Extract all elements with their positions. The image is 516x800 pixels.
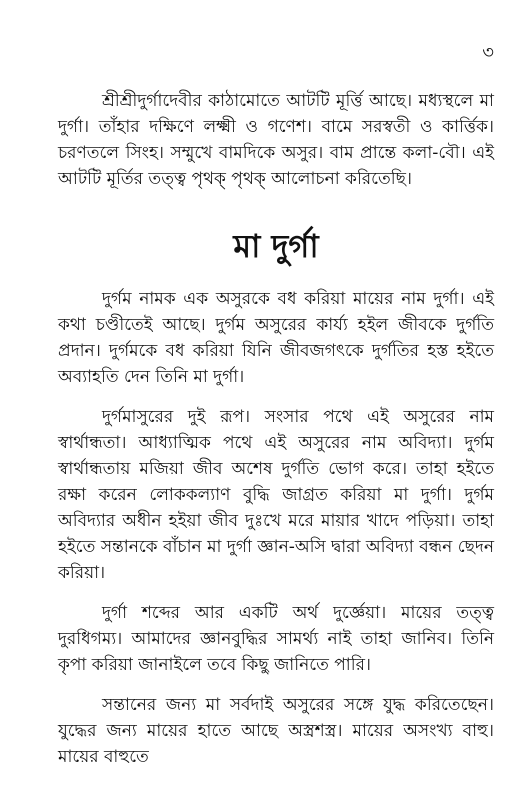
body-paragraph-4: সন্তানের জন্য মা সর্বদাই অসুরের সঙ্গে যুদ্ধ করিতেছেন। যুদ্ধের জন্য মায়ের হাতে আছে অস্ত্রশস্ত্র। মায়ের অসংখ্য বাহু। মায়ের বাহুতে [58, 695, 494, 767]
body-paragraph-3: দুর্গা শব্দের আর একটি অর্থ দুর্জ্ঞেয়া। মায়ের তত্ত্ব দুরধিগম্য। আমাদের জ্ঞানবুদ্ধির সামর্থ্য নাই তাহা জানিব। তিনি কৃপা করিয়া জানাইলে তবে কিছু জানিতে পারি। [58, 603, 494, 675]
body-paragraph-2: দুর্গমাসুরের দুই রূপ। সংসার পথে এই অসুরের নাম স্বার্থান্ধতা। আধ্যাত্মিক পথে এই অসুরের নাম অবিদ্যা। দুর্গম স্বার্থান্ধতায় মজিয়া জীব অশেষ দুর্গতি ভোগ করে। তাহা হইতে রক্ষা করেন লোককল্যাণ বুদ্ধি জাগ্রত করিয়া মা দুর্গা। দুর্গম অবিদ্যার অধীন হইয়া জীব দুঃখে মরে মায়ার খাদে পড়িয়া। তাহা হইতে সন্তানকে বাঁচান মা দুর্গা জ্ঞান-অসি দ্বারা অবিদ্যা বন্ধন ছেদন করিয়া। [58, 407, 494, 583]
body-paragraph-1: দুর্গম নামক এক অসুরকে বধ করিয়া মায়ের নাম দুর্গা। এই কথা চণ্ডীতেই আছে। দুর্গম অসুরের কার্য্য হইল জীবকে দুর্গতি প্রদান। দুর্গমকে বধ করিয়া যিনি জীবজগৎকে দুর্গতির হস্ত হইতে অব্যাহতি দেন তিনি মা দুর্গা। [58, 289, 494, 387]
intro-paragraph: শ্রীশ্রীদুর্গাদেবীর কাঠামোতে আটটি মূর্ত্তি আছে। মধ্যস্থলে মা দুর্গা। তাঁহার দক্ষিণে লক্ষ্মী ও গণেশ। বামে সরস্বতী ও কার্ত্তিক। চরণতলে সিংহ। সম্মুখে বামদিকে অসুর। বাম প্রান্তে কলা-বৌ। এই আটটি মূর্তির তত্ত্ব পৃথক্ পৃথক্ আলোচনা করিতেছি। [58, 91, 494, 189]
page-number: ৩ [482, 42, 494, 63]
page-content [58, 88, 494, 770]
section-title: মা দুর্গা [233, 227, 319, 265]
